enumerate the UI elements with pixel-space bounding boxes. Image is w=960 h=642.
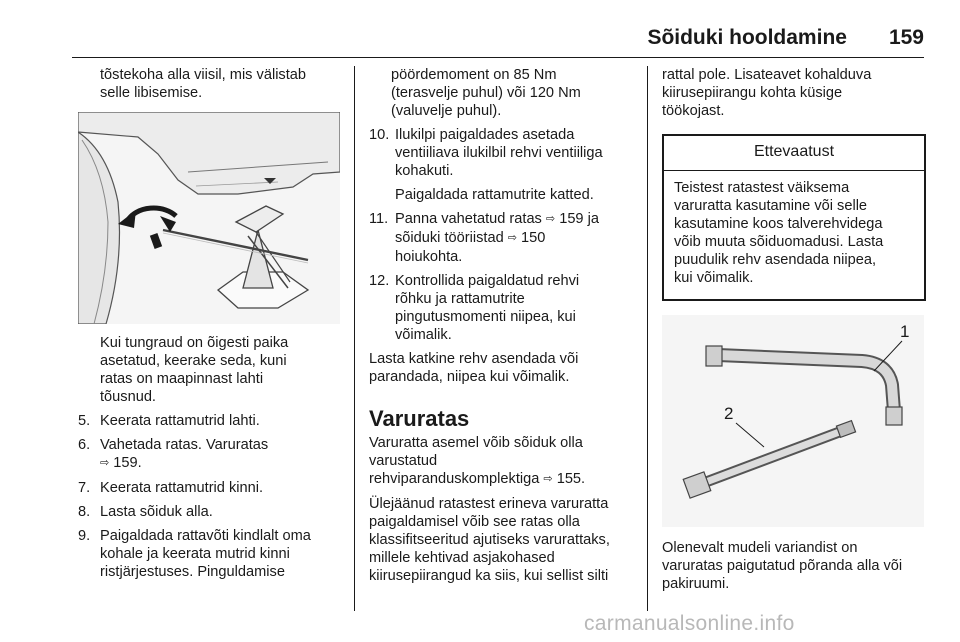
column-divider: [354, 66, 355, 611]
torque-continuation: pöördemoment on 85 Nm (terasvelje puhul) või 120 Nm (valuvelje puhul).: [391, 67, 581, 119]
figure-label-2: 2: [724, 404, 734, 423]
page-header: [647, 26, 924, 50]
spare-wheel-paragraph: Varuratta asemel võib sõiduk olla varustatud rehviparanduskomplektiga ⇨ 155.: [369, 435, 586, 487]
step-9: 9. Paigaldada rattavõti kindlalt oma kohale ja keerata mutrid kinni ristjärjestuses. Pinguldamise: [78, 528, 311, 580]
step-11: 11. Panna vahetatud ratas ⇨ 159 ja sõiduki tööriistad ⇨ 150 hoiukohta.: [369, 211, 599, 265]
header-rule: [72, 57, 924, 58]
header-title: Sõiduki hooldamine: [647, 26, 847, 49]
step-6: 6. Vahetada ratas. Varuratas ⇨ 159.: [78, 437, 269, 471]
column-3: [662, 66, 926, 593]
caution-body: Teistest ratastest väiksema varuratta kasutamine või selle kasutamine koos talverehvidega võib muuta sõiduomadusi. Lasta puudulik rehv asendada niipea, kui võimalik.: [674, 180, 884, 286]
jack-illustration: [78, 112, 340, 324]
page-reference-link[interactable]: 155.: [556, 471, 586, 487]
page-reference-link[interactable]: 150: [521, 230, 546, 246]
reference-arrow-icon: ⇨: [543, 473, 553, 485]
speed-limit-text: rattal pole. Lisateavet kohalduva kiirusepiirangu kohta küsige töökojast.: [662, 67, 872, 119]
column-1: [78, 66, 340, 581]
caution-title: Ettevaatust: [664, 136, 924, 171]
temporary-spare-paragraph: Ülejäänud ratastest erineva varuratta paigaldamisel võib see ratas olla klassifitseeritud ajutiseks varurattaks, millele kehtivad asjakohased kiirusepiirangud ka siis, kui sellist silti: [369, 496, 610, 584]
reference-arrow-icon: ⇨: [507, 232, 517, 244]
spare-location-text: Olenevalt mudeli variandist on varuratas paigutatud põranda alla või pakiruumi.: [662, 540, 903, 592]
step-5: 5. Keerata rattamutrid lahti.: [78, 413, 260, 429]
step-8: 8. Lasta sõiduk alla.: [78, 504, 213, 520]
jack-instruction: Kui tungraud on õigesti paika asetatud, keerake seda, kuni ratas on maapinnast lahti tõusnud.: [100, 335, 289, 405]
reference-arrow-icon: ⇨: [545, 213, 556, 225]
page-number: 159: [888, 26, 924, 49]
caution-box: [662, 134, 926, 301]
page-reference-link[interactable]: 159 ja: [559, 211, 599, 227]
repair-note: Lasta katkine rehv asendada või parandada, niipea kui võimalik.: [369, 351, 579, 385]
step-7: 7. Keerata rattamutrid kinni.: [78, 480, 264, 496]
column-2: [369, 66, 637, 585]
step-12: 12. Kontrollida paigaldatud rehvi rõhku ja rattamutrite pingutusmomenti niipea, kui võimalik.: [369, 273, 580, 343]
intro-text: tõstekoha alla viisil, mis välistab selle libisemise.: [100, 67, 307, 101]
watermark: carmanualsonline.info: [584, 612, 795, 635]
page-reference-link[interactable]: 159.: [113, 455, 142, 471]
reference-arrow-icon: ⇨: [100, 457, 110, 469]
wheel-wrench-illustration: [662, 315, 924, 527]
section-title: Varuratas: [369, 406, 470, 431]
figure-label-1: 1: [900, 322, 910, 341]
column-divider: [647, 66, 648, 611]
step-10: 10. Ilukilpi paigaldades asetada ventiiliava ilukilbil rehvi ventiiliga kohakuti. Paigaldada rattamutrite katted.: [369, 127, 603, 203]
